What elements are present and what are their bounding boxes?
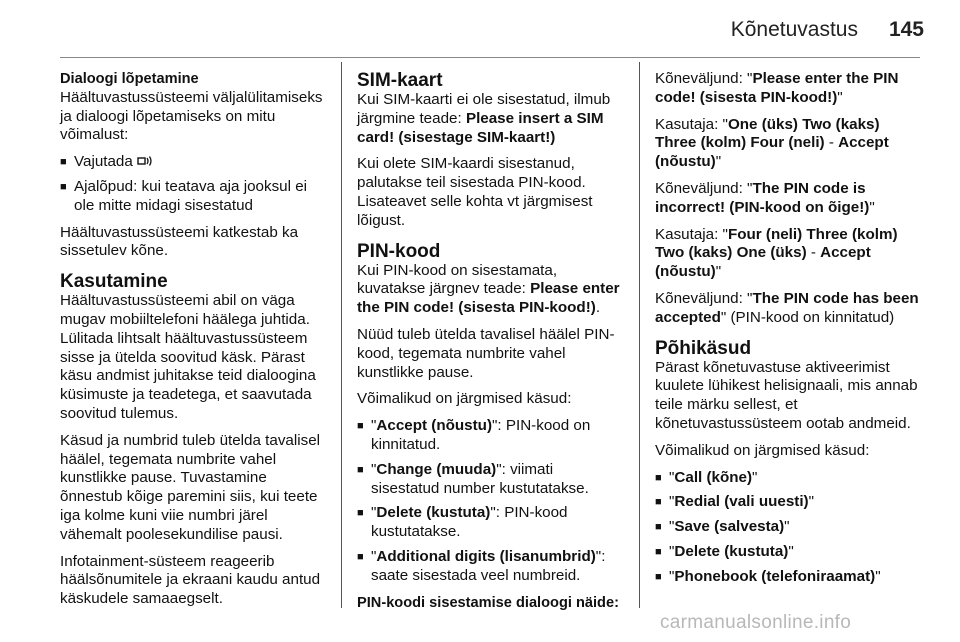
paragraph: Häältuvastussüsteemi väljalülitamiseks ja dialoogi lõpetamiseks on mitu võimalust: xyxy=(60,88,323,144)
command-label: Redial (vali uuesti) xyxy=(674,493,809,511)
page-header xyxy=(0,0,960,62)
dialog-line xyxy=(655,116,923,172)
bullet-list xyxy=(60,153,330,215)
dialog-suffix: " xyxy=(869,198,875,216)
list-item: ■ Ajalõpud: kui teatava aja jooksul ei ole mitte midagi sisestatud xyxy=(60,178,330,216)
dialog-speaker: Kõneväljund: " xyxy=(655,179,753,197)
watermark: carmanualsonline.info xyxy=(660,612,852,633)
dialog-suffix: " xyxy=(837,88,843,106)
dialog-phrase: Four (neli) Three (kolm) Two (kaks) One (üks) xyxy=(655,225,898,262)
paragraph: Käsud ja numbrid tuleb ütelda tavalisel häälel, tegemata numbrite vahel kunstlikke pause. Tuvastamine õnnestub kõige paremini siis, kui teete iga kolme kuni viie numbri järel vähemalt poolesekundilise pausi. xyxy=(60,431,321,543)
dialog-speaker: Kõneväljund: " xyxy=(655,289,753,307)
voice-control-icon xyxy=(137,155,153,167)
command-desc: : saate sisestada veel numbreid. xyxy=(371,547,606,584)
column-3 xyxy=(655,70,923,595)
dialog-line xyxy=(655,180,923,218)
dialog-line xyxy=(655,70,923,108)
dialog-suffix: " (PIN-kood on kinnitatud) xyxy=(720,308,895,326)
display-message: Please insert a SIM card! (sisestage SIM-kaart!) xyxy=(357,109,604,146)
section-heading: Kasutamine xyxy=(60,271,168,293)
display-message: Please enter the PIN code! (sisesta PIN-kood!) xyxy=(357,280,620,317)
list-item: ■ "Call (kõne)" xyxy=(655,469,923,488)
section-heading: PIN-kood xyxy=(357,240,441,262)
paragraph: Pärast kõnetuvastuse aktiveerimist kuulete lühikest helisignaali, mis annab teile märku sellest, et kõnetuvastussüsteem ootab andmeid. xyxy=(655,358,918,432)
dialog-speaker: Kõneväljund: " xyxy=(655,70,753,87)
dialog-phrase: Please enter the PIN code! (sisesta PIN-kood!) xyxy=(655,70,899,106)
command-label: Delete (kustuta) xyxy=(674,542,789,560)
subsection-heading: PIN-koodi sisestamise dialoogi näide: xyxy=(357,594,619,611)
dialog-phrase: Accept (nõustu) xyxy=(655,134,889,171)
section-heading: Põhikäsud xyxy=(655,337,752,359)
list-item: ■ "Delete (kustuta)": PIN-kood kustutatakse. xyxy=(357,504,625,542)
command-desc: : viimati sisestatud number kustutatakse. xyxy=(371,460,589,497)
column-1 xyxy=(60,70,330,617)
dialog-line xyxy=(655,290,923,328)
dialog-sep: - xyxy=(824,134,839,152)
paragraph: Kui olete SIM-kaardi sisestanud, palutakse teil sisestada PIN-kood. Lisateavet selle kohta vt järgmisest lõigust. xyxy=(357,155,593,229)
command-list xyxy=(357,417,625,585)
command-list xyxy=(655,469,923,587)
command-label: Delete (kustuta) xyxy=(376,504,491,522)
command-label: Save (salvesta) xyxy=(674,518,785,536)
list-item xyxy=(60,153,330,172)
paragraph: Infotainment-süsteem reageerib häälsõnumitele ja ekraani kaudu antud käskudele samaaegselt. xyxy=(60,552,321,608)
dialog-phrase: The PIN code is incorrect! (PIN-kood on õige!) xyxy=(655,179,870,216)
dialog-suffix: " xyxy=(715,263,722,281)
paragraph: Kui PIN-kood on sisestamata, kuvatakse järgnev teade: Please enter the PIN code! (sisesta PIN-kood!). xyxy=(357,261,620,317)
command-desc: : PIN-kood on kinnitatud. xyxy=(371,417,591,453)
column-divider xyxy=(639,62,640,608)
list-item: ■ "Redial (vali uuesti)" xyxy=(655,493,923,512)
list-item-text: Vajutada xyxy=(74,153,133,171)
list-item: ■ "Change (muuda)": viimati sisestatud number kustutatakse. xyxy=(357,461,625,499)
paragraph-text: Kui SIM-kaarti ei ole sisestatud, ilmub järgmine teade: xyxy=(357,91,611,127)
paragraph: Häältuvastussüsteemi katkestab ka sissetulev kõne. xyxy=(60,223,299,260)
page-title: Kõnetuvastus xyxy=(730,18,858,41)
paragraph-text: Kui PIN-kood on sisestamata, kuvatakse järgnev teade: xyxy=(357,261,558,298)
dialog-sep: - xyxy=(806,244,821,262)
list-item: ■ "Additional digits (lisanumbrid)": saate sisestada veel numbreid. xyxy=(357,548,625,586)
list-item: ■ "Accept (nõustu)": PIN-kood on kinnitatud. xyxy=(357,417,625,455)
column-divider xyxy=(341,62,342,608)
dialog-suffix: " xyxy=(715,153,722,171)
paragraph: Võimalikud on järgmised käsud: xyxy=(655,441,870,459)
command-label: Phonebook (telefoniraamat) xyxy=(674,567,876,585)
list-item: ■ "Phonebook (telefoniraamat)" xyxy=(655,568,923,587)
page-number: 145 xyxy=(888,18,924,41)
dialog-line xyxy=(655,226,923,282)
dialog-phrase: One (üks) Two (kaks) Three (kolm) Four (neli) xyxy=(655,115,880,152)
command-label: Additional digits (lisanumbrid) xyxy=(376,547,596,565)
command-label: Call (kõne) xyxy=(674,468,753,486)
paragraph: Häältuvastussüsteemi abil on väga mugav mobiiltelefoni häälega juhtida. Lülitada lihtsalt häältuvastussüsteem sisse ja ütelda soovitud käsk. Pärast käsu andmist juhitakse teid dialoogina küsimuste ja teadetega, et saavutada soovitud tulemus. xyxy=(60,292,316,422)
command-desc: : PIN-kood kustutatakse. xyxy=(371,504,568,541)
column-2 xyxy=(357,70,625,612)
list-item: ■ "Delete (kustuta)" xyxy=(655,543,923,562)
paragraph: Nüüd tuleb ütelda tavalisel häälel PIN-kood, tegemata numbrite vahel kunstlikke pause. xyxy=(357,325,615,381)
dialog-phrase: The PIN code has been accepted xyxy=(655,289,919,326)
dialog-speaker: Kasutaja: " xyxy=(655,115,728,133)
paragraph: Võimalikud on järgmised käsud: xyxy=(357,390,572,408)
command-label: Accept (nõustu) xyxy=(376,417,492,435)
section-heading: SIM-kaart xyxy=(357,70,443,91)
header-divider xyxy=(60,57,920,58)
command-label: Change (muuda) xyxy=(376,460,497,478)
list-item: ■ "Save (salvesta)" xyxy=(655,518,923,537)
section-heading: Dialoogi lõpetamine xyxy=(60,71,199,87)
dialog-speaker: Kasutaja: " xyxy=(655,225,728,243)
dialog-phrase: Accept (nõustu) xyxy=(655,244,871,281)
paragraph xyxy=(357,91,625,147)
